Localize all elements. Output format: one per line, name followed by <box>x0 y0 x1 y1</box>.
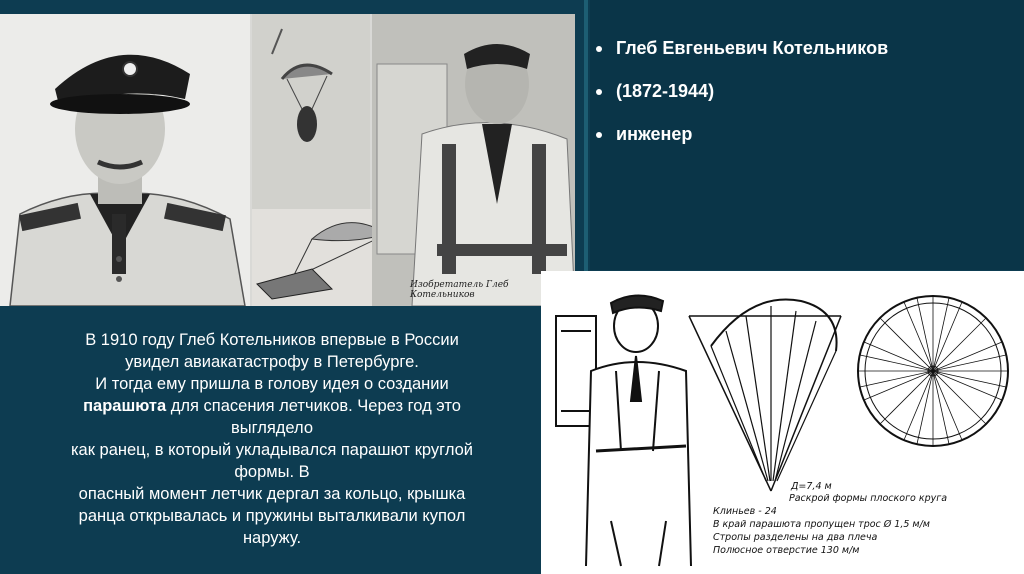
story-line: как ранец, в который укладывался парашют круглой <box>70 441 474 459</box>
bullet-profession: инженер <box>596 124 888 145</box>
story-line: ранца открывалась и пружины выталкивали купол <box>78 507 466 525</box>
story-line: увидел авиакатастрофу в Петербурге. <box>125 353 419 371</box>
story-line: опасный момент летчик дергал за кольцо, крышка <box>78 485 466 503</box>
parachute-diagram <box>541 271 1024 574</box>
story-line: выглядело <box>230 419 314 437</box>
bullet-dot-icon <box>596 132 602 138</box>
cut-title: Раскрой формы плоского круга <box>789 493 948 504</box>
story-line: парашюта для спасения летчиков. Через год это <box>83 397 461 415</box>
spec-line-a: В край парашюта пропущен трос Ø 1,5 м/м <box>713 519 930 530</box>
bullet-dot-icon <box>596 46 602 52</box>
story-line: наружу. <box>242 529 302 547</box>
bullet-years: (1872-1944) <box>596 81 888 102</box>
photo-collage <box>0 14 575 306</box>
bullet-name: Глеб Евгеньевич Котельников <box>596 38 888 59</box>
spec-line-c: Полюсное отверстие 130 м/м <box>713 545 860 556</box>
inventor-photo <box>372 14 575 306</box>
collage-caption: Изобретатель Глеб Котельников <box>410 280 509 300</box>
story-text <box>12 329 532 549</box>
gores-label: Клиньев - 24 <box>713 506 777 517</box>
keyword-parachute: парашюта <box>83 397 167 415</box>
story-line: формы. В <box>234 463 310 481</box>
diameter-label: Д=7,4 м <box>791 481 832 492</box>
parachutist-photo <box>252 14 370 209</box>
portrait-photo <box>0 14 250 306</box>
story-line: И тогда ему пришла в голову идея о создании <box>95 375 449 393</box>
spec-line-b: Стропы разделены на два плеча <box>713 532 878 543</box>
bio-bullets <box>596 38 888 167</box>
bullet-dot-icon <box>596 89 602 95</box>
story-line: В 1910 году Глеб Котельников впервые в России <box>85 331 459 349</box>
